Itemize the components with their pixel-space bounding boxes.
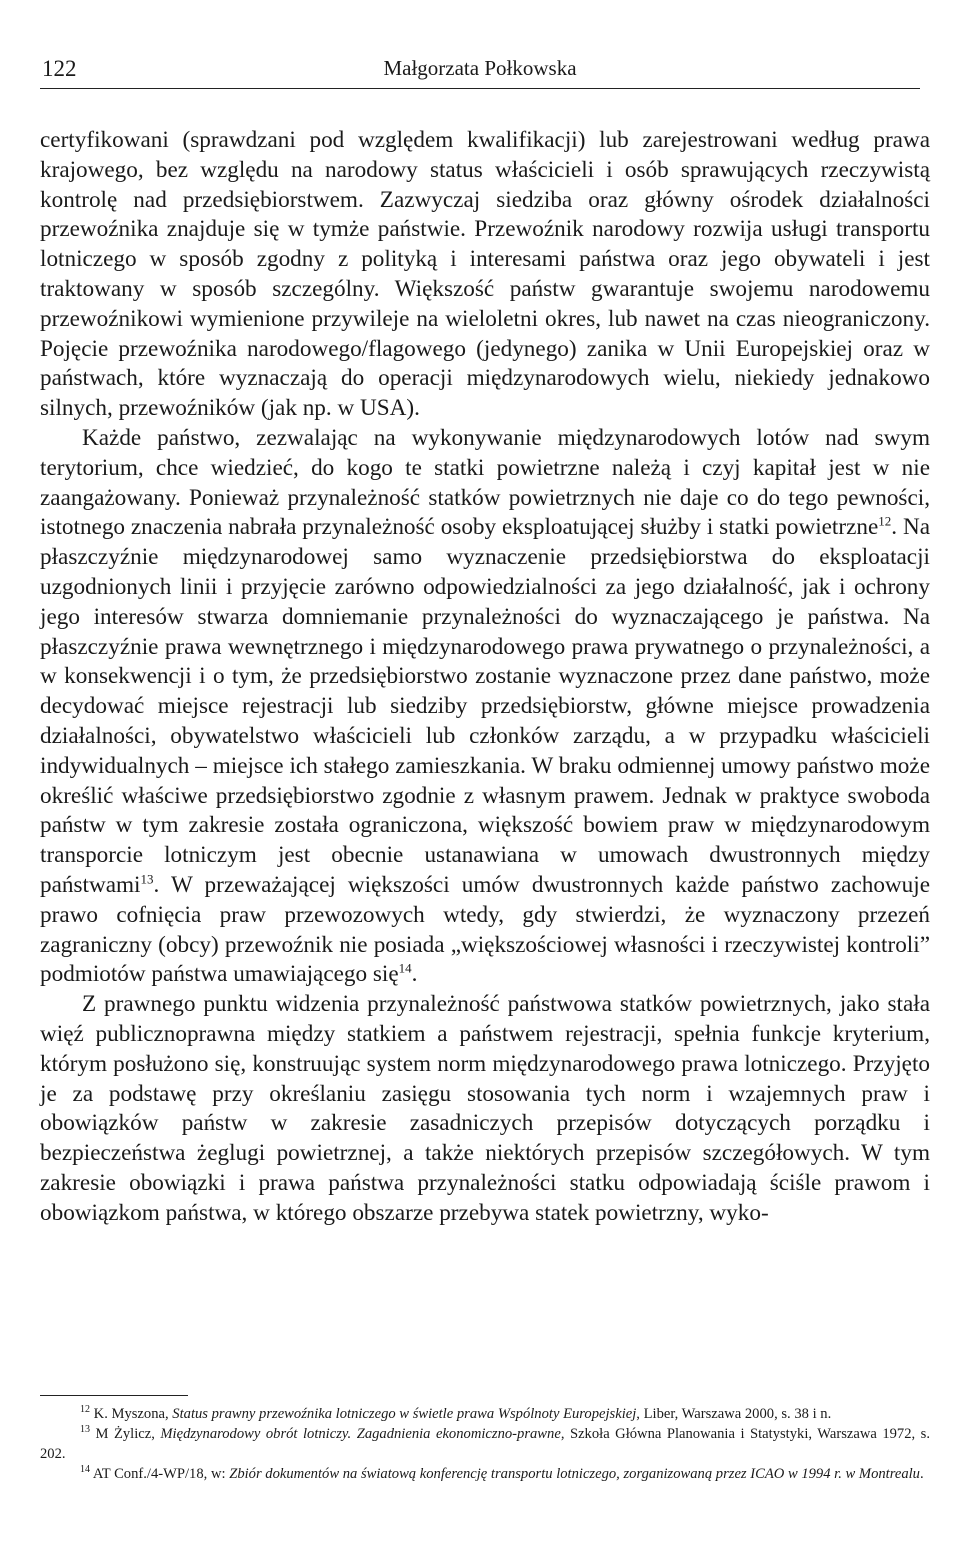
footnote-title: Zbiór dokumentów na światową konferencję transportu lotniczego, zorganizowaną przez ICAO w 1994 r. w Montrealu (229, 1466, 920, 1482)
footnote-ref-13: 13 (140, 871, 154, 887)
footnote-text: , Liber, Warszawa 2000, s. 38 i n. (636, 1406, 832, 1422)
footnote-text: K. Myszona, (90, 1406, 173, 1422)
footnote-text: , Szkoła Główna Planowania i Statystyki, Warszawa 1972, s. 202. (40, 1426, 930, 1462)
footnote-rule (40, 1395, 188, 1396)
paragraph-text: Każde państwo, zezwalając na wykonywanie międzynarodowych lotów nad swym terytorium, chce wiedzieć, do kogo te statki powietrzne należą i czyj kapitał jest w nie zaangażowany. Ponieważ przynależność statków powietrznych nie daje co do tego pewności, istotnego znaczenia nabrała przynależność osoby eksploatującej służby i statki powietrzne (40, 424, 930, 541)
page-number: 122 (42, 56, 77, 81)
paragraph-2 (40, 424, 930, 990)
footnote-text: AT Conf./4-WP/18, w: (90, 1466, 230, 1482)
footnote-ref-12: 12 (878, 513, 892, 529)
footnote-number: 12 (80, 1404, 90, 1416)
paragraph-text: Z prawnego punktu widzenia przynależność państwowa statków powietrznych, jako stała więź publicznoprawna między statkiem a państwem rejestracji, spełnia funkcje kryterium, którym posłużono się, konstruując system norm międzynarodowego prawa lotniczego. Przyjęto je za podstawę przy określaniu zasięgu stosowania tych norm i wzajemnych praw i obowiązków państw w zakresie zasadniczych przepisów dotyczących porządku i bezpieczeństwa żeglugi powietrznej, a także niektórych przepisów szczegółowych. W tym zakresie obowiązki i prawa państwa przynależności statku odpowiadają ściśle prawom i obowiązkom państwa, w którego obszarze przebywa statek powietrzny, wyko- (40, 991, 930, 1226)
footnote-13 (40, 1424, 930, 1464)
paragraph-1 (40, 126, 930, 424)
footnote-number: 14 (80, 1464, 90, 1476)
footnotes (40, 1404, 930, 1484)
footnote-number: 13 (80, 1424, 90, 1436)
footnote-text: . (919, 1466, 924, 1482)
body-text (40, 126, 930, 1228)
paragraph-text: . (411, 961, 418, 988)
footnote-text: M Żylicz, (90, 1426, 161, 1442)
footnote-title: Status prawny przewoźnika lotniczego w świetle prawa Wspólnoty Europejskiej (172, 1406, 637, 1422)
running-title: Małgorzata Połkowska (383, 56, 577, 80)
header-rule (40, 88, 920, 89)
paragraph-text: . Na płaszczyźnie międzynarodowej samo wyznaczenie przedsiębiorstwa do eksploatacji uzgodnionych linii i przyjęcie zarówno odpowiedzialności za jego działalność, jak i ochrony jego interesów stwarza domniemanie przynależności do wyznaczającego je państwa. Na płaszczyźnie prawa wewnętrznego i międzynarodowego prawa prywatnego o przynależności, a w konsekwencji i o tym, że przedsiębiorstwo zostanie wyznaczone przez dane państwo, może decydować miejsce rejestracji lub siedziby przedsiębiorstw, główne miejsce prowadzenia działalności, obywatelstwo właścicieli lub członków zarządu, a w przypadku właścicieli indywidualnych – miejsce ich stałego zamieszkania. W braku odmiennej umowy państwo może określić właściwe przedsiębiorstwo zgodnie z własnym prawem. Jednak w praktyce swoboda państw w tym zakresie została ograniczona, większość bowiem praw w międzynarodowym transporcie lotniczym jest obecnie ustanawiana w umowach dwustronnych między państwami (40, 514, 930, 898)
footnote-ref-14: 14 (398, 960, 412, 976)
footnote-12 (40, 1404, 930, 1424)
footnote-14 (40, 1464, 930, 1484)
paragraph-text: certyfikowani (sprawdzani pod względem kwalifikacji) lub zarejestrowani według prawa krajowego, bez względu na narodowy status właścicieli i osób sprawujących rzeczywistą kontrolę nad przedsiębiorstwem. Zazwyczaj siedziba oraz główny ośrodek działalności przewoźnika znajduje się w tymże państwie. Przewoźnik narodowy rozwija usługi transportu lotniczego w sposób zgodny z polityką i interesami państwa oraz jego obywateli i jest traktowany w sposób szczególny. Większość państw gwarantuje swojemu narodowemu przewoźnikowi wymienione przywileje na wieloletni okres, lub nawet na czas nieograniczony. Pojęcie przewoźnika narodowego/flagowego (jedynego) zanika w Unii Europejskiej oraz w państwach, które wyznaczają do operacji międzynarodowych wielu, niekiedy jednakowo silnych, przewoźników (jak np. w USA). (40, 127, 930, 422)
page-header (40, 56, 920, 92)
paragraph-3 (40, 990, 930, 1228)
footnote-title: Międzynarodowy obrót lotniczy. Zagadnienia ekonomiczno-prawne (160, 1426, 561, 1442)
paragraph-text: . W przeważającej większości umów dwustronnych każde państwo zachowuje prawo cofnięcia praw przewozowych wtedy, gdy stwierdzi, że wyznaczony przezeń zagraniczny (obcy) przewoźnik nie posiada „większościowej własności i rzeczywistej kontroli” podmiotów państwa umawiającego się (40, 871, 930, 988)
